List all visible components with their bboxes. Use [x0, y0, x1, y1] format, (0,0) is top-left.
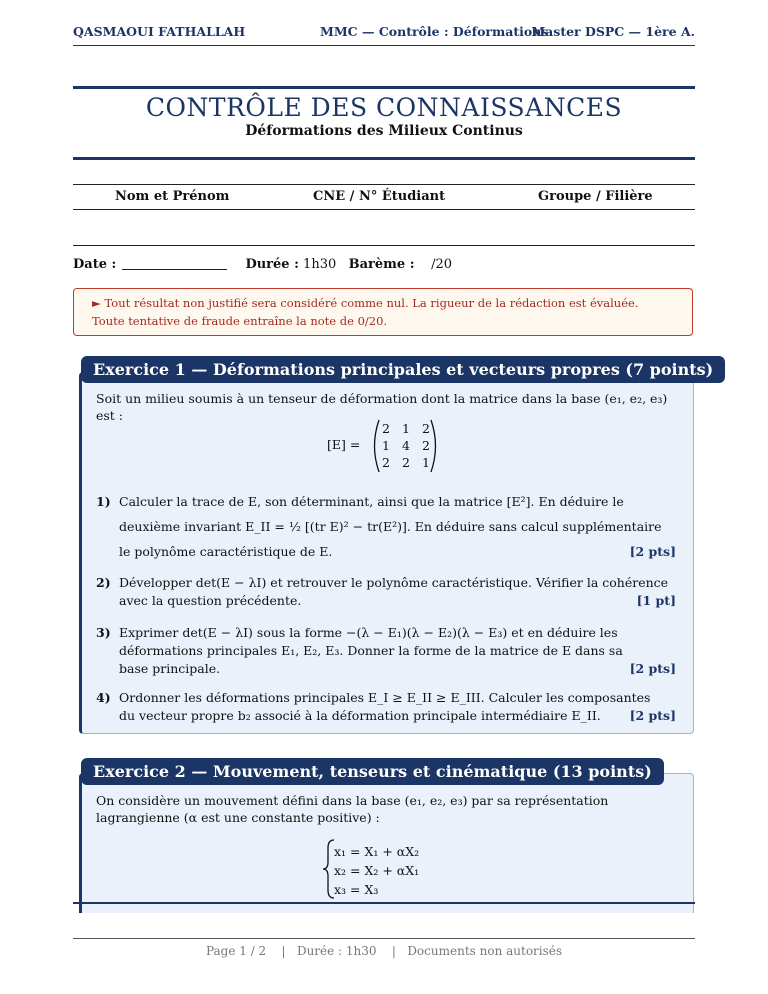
q4-line-2: du vecteur propre b₂ associé à la déformation principale intermédiaire E_II.: [119, 708, 601, 723]
matrix-cell: 2: [402, 455, 410, 470]
matrix-cell: 2: [382, 421, 390, 436]
footer-docs: Documents non autorisés: [407, 944, 563, 958]
q3-points: [2 pts]: [629, 661, 676, 676]
q4-number: 4): [96, 690, 111, 705]
matrix-grid: [382, 420, 432, 471]
page-footer: [73, 944, 695, 958]
page-subtitle: Déformations des Milieux Continus: [245, 123, 523, 139]
matrix-cell: 2: [382, 455, 390, 470]
ex2-intro: On considère un mouvement défini dans la base (e₁, e₂, e₃) par sa représentation: [96, 793, 609, 808]
header-course: MMC — Contrôle : Déformations: [320, 24, 549, 39]
ex1-intro-2: est :: [96, 408, 124, 423]
ex2-equation-1: x₁ = X₁ + αX₂: [334, 844, 420, 859]
ex1-intro: Soit un milieu soumis à un tenseur de déformation dont la matrice dans la base (e₁, e₂, e₃): [96, 391, 668, 406]
ex2-cut-rule: [73, 902, 695, 904]
q3-number: 3): [96, 625, 111, 640]
warning-line-1: ► Tout résultat non justifié sera considéré comme nul. La rigueur de la rédaction est évaluée.: [92, 296, 639, 310]
scale-value: /20: [431, 257, 452, 272]
ex2-equation-2: x₂ = X₂ + αX₁: [334, 863, 420, 878]
q2-line-1: Développer det(E − λI) et retrouver le polynôme caractéristique. Vérifier la cohérence: [119, 575, 669, 590]
q1-line-2: deuxième invariant E_II = ½ [(tr E)² − tr(E²)]. En déduire sans calcul supplémentaire: [119, 519, 662, 534]
q4-points: [2 pts]: [629, 708, 676, 723]
matrix-row: [382, 437, 432, 454]
exercise-2-title: Exercice 2 — Mouvement, tenseurs et cinématique (13 points): [81, 758, 664, 785]
q3-line-2: déformations principales E₁, E₂, E₃. Donner la forme de la matrice de E dans sa: [119, 643, 623, 658]
q2-line-2: avec la question précédente.: [119, 593, 302, 608]
identity-rule-top: [73, 184, 695, 185]
matrix-row: [382, 420, 432, 437]
matrix-row: [382, 454, 432, 471]
footer-rule: [73, 938, 695, 939]
duration-value: 1h30: [303, 257, 337, 272]
q2-number: 2): [96, 575, 111, 590]
title-rule-top: [73, 86, 695, 89]
warning-line-2: Toute tentative de fraude entraîne la note de 0/20.: [92, 314, 388, 328]
date-label: Date :: [73, 257, 117, 272]
warning-box: [73, 288, 693, 336]
duration-label: Durée :: [245, 257, 299, 272]
cne-label: CNE / N° Étudiant: [313, 189, 446, 204]
name-label: Nom et Prénom: [115, 189, 230, 204]
q1-line-1: Calculer la trace de E, son déterminant, ainsi que la matrice [E²]. En déduire le: [119, 494, 624, 509]
ex2-equation-3: x₃ = X₃: [334, 882, 379, 897]
header-rule: [73, 45, 695, 46]
title-rule-bottom: [73, 157, 695, 160]
matrix-label: [E] =: [327, 437, 361, 452]
matrix-cell: 1: [382, 438, 390, 453]
group-label: Groupe / Filière: [538, 189, 653, 204]
q4-line-1: Ordonner les déformations principales E_I ≥ E_II ≥ E_III. Calculer les composantes: [119, 690, 651, 705]
matrix-cell: 2: [422, 438, 430, 453]
q1-line-3: le polynôme caractéristique de E.: [119, 544, 333, 559]
q1-number: 1): [96, 494, 111, 509]
ex2-intro-2: lagrangienne (α est une constante positive) :: [96, 810, 380, 825]
matrix-cell: 1: [402, 421, 410, 436]
q2-points: [1 pt]: [636, 593, 676, 608]
header-program: Master DSPC — 1ère A.: [531, 24, 695, 39]
q3-line-3: base principale.: [119, 661, 221, 676]
footer-separator: |: [281, 944, 286, 958]
header-author: QASMAOUI FATHALLAH: [73, 24, 246, 39]
q1-points: [2 pts]: [629, 544, 676, 559]
meta-line: [73, 257, 452, 272]
matrix-cell: 2: [422, 421, 430, 436]
scale-label: Barème :: [348, 257, 415, 272]
footer-page: Page 1 / 2: [205, 944, 267, 958]
date-field[interactable]: [122, 269, 227, 270]
matrix-cell: 1: [422, 455, 430, 470]
identity-rule-mid: [73, 209, 695, 210]
footer-separator: |: [391, 944, 396, 958]
exercise-1-title: Exercice 1 — Déformations principales et vecteurs propres (7 points): [81, 356, 725, 383]
identity-rule-bottom: [73, 245, 695, 246]
footer-duration: Durée : 1h30: [296, 944, 377, 958]
page-title: CONTRÔLE DES CONNAISSANCES: [145, 93, 623, 122]
matrix-cell: 4: [402, 438, 410, 453]
q3-line-1: Exprimer det(E − λI) sous la forme −(λ − E₁)(λ − E₂)(λ − E₃) et en déduire les: [119, 625, 618, 640]
